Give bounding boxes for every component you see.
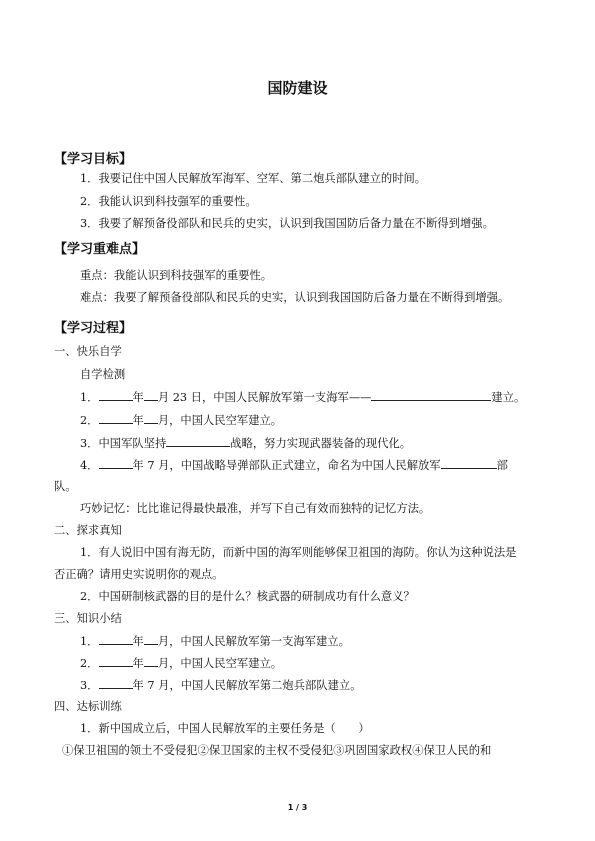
part4-title: 四、达标训练: [54, 700, 122, 713]
fill-question-4: 4． 年 7 月，中国战略导弹部队正式建立，命名为中国人民解放军 部: [80, 459, 508, 472]
difficult-point: 难点：我要了解预备役部队和民兵的史实，认识到我国国防后备力量在不断得到增强。: [80, 291, 510, 304]
page-title: 国防建设: [267, 79, 328, 97]
summary-item-2: 2． 年 月，中国人民空军建立。: [80, 657, 283, 670]
answer-blank: [99, 633, 133, 645]
answer-blank: [441, 457, 497, 469]
summary-item-1: 1． 年 月，中国人民解放军第一支海军建立。: [80, 635, 350, 648]
page-number: 1 / 3: [287, 803, 308, 812]
goal-item: 2．我能认识到科技强军的重要性。: [80, 195, 257, 208]
answer-blank: [99, 457, 133, 469]
answer-blank: [144, 412, 158, 424]
answer-blank: [99, 389, 133, 401]
goal-item: 1．我要记住中国人民解放军海军、空军、第二炮兵部队建立的时间。: [80, 172, 427, 185]
fill-question-2: 2． 年 月，中国人民空军建立。: [80, 414, 283, 427]
fill-question-3: 3．中国军队坚持 战略，努力实现武器装备的现代化。: [80, 437, 412, 450]
answer-blank: [144, 389, 158, 401]
answer-blank: [371, 389, 491, 401]
part2-title: 二、探求真知: [54, 524, 122, 537]
practice-question-1: 1．新中国成立后，中国人民解放军的主要任务是（ ）: [80, 722, 370, 735]
answer-blank: [99, 655, 133, 667]
key-point: 重点：我能认识到科技强军的重要性。: [80, 269, 273, 282]
explore-question-2: 2．中国研制核武器的目的是什么？核武器的研制成功有什么意义？: [80, 590, 415, 603]
memory-tip: 巧妙记忆：比比谁记得最快最准，并写下自己有效而独特的记忆方法。: [80, 502, 431, 515]
part1-subtitle: 自学检测: [80, 368, 126, 381]
explore-question-1: 1．有人说旧中国有海无防，而新中国的海军则能够保卫祖国的海防。你认为这种说法是: [80, 546, 517, 559]
goals-heading: 【学习目标】: [54, 152, 133, 167]
part3-title: 三、知识小结: [54, 612, 122, 625]
summary-item-3: 3． 年 7 月，中国人民解放军第二炮兵部队建立。: [80, 679, 362, 692]
answer-blank: [144, 633, 158, 645]
practice-options: ①保卫祖国的领土不受侵犯②保卫国家的主权不受侵犯③巩固国家政权④保卫人民的和: [62, 744, 492, 757]
answer-blank: [99, 412, 133, 424]
part1-title: 一、快乐自学: [54, 345, 122, 358]
answer-blank: [99, 677, 133, 689]
fill-question-1: 1． 年 月 23 日，中国人民解放军第一支海军—— 建立。: [80, 391, 526, 404]
key-points-heading: 【学习重难点】: [54, 242, 146, 257]
answer-blank: [144, 655, 158, 667]
process-heading: 【学习过程】: [54, 321, 133, 336]
answer-blank: [166, 435, 230, 447]
fill-question-4-cont: 队。: [54, 480, 77, 493]
goal-item: 3．我要了解预备役部队和民兵的史实，认识到我国国防后备力量在不断得到增强。: [80, 217, 494, 230]
explore-question-1-cont: 否正确？请用史实说明你的观点。: [54, 568, 224, 581]
